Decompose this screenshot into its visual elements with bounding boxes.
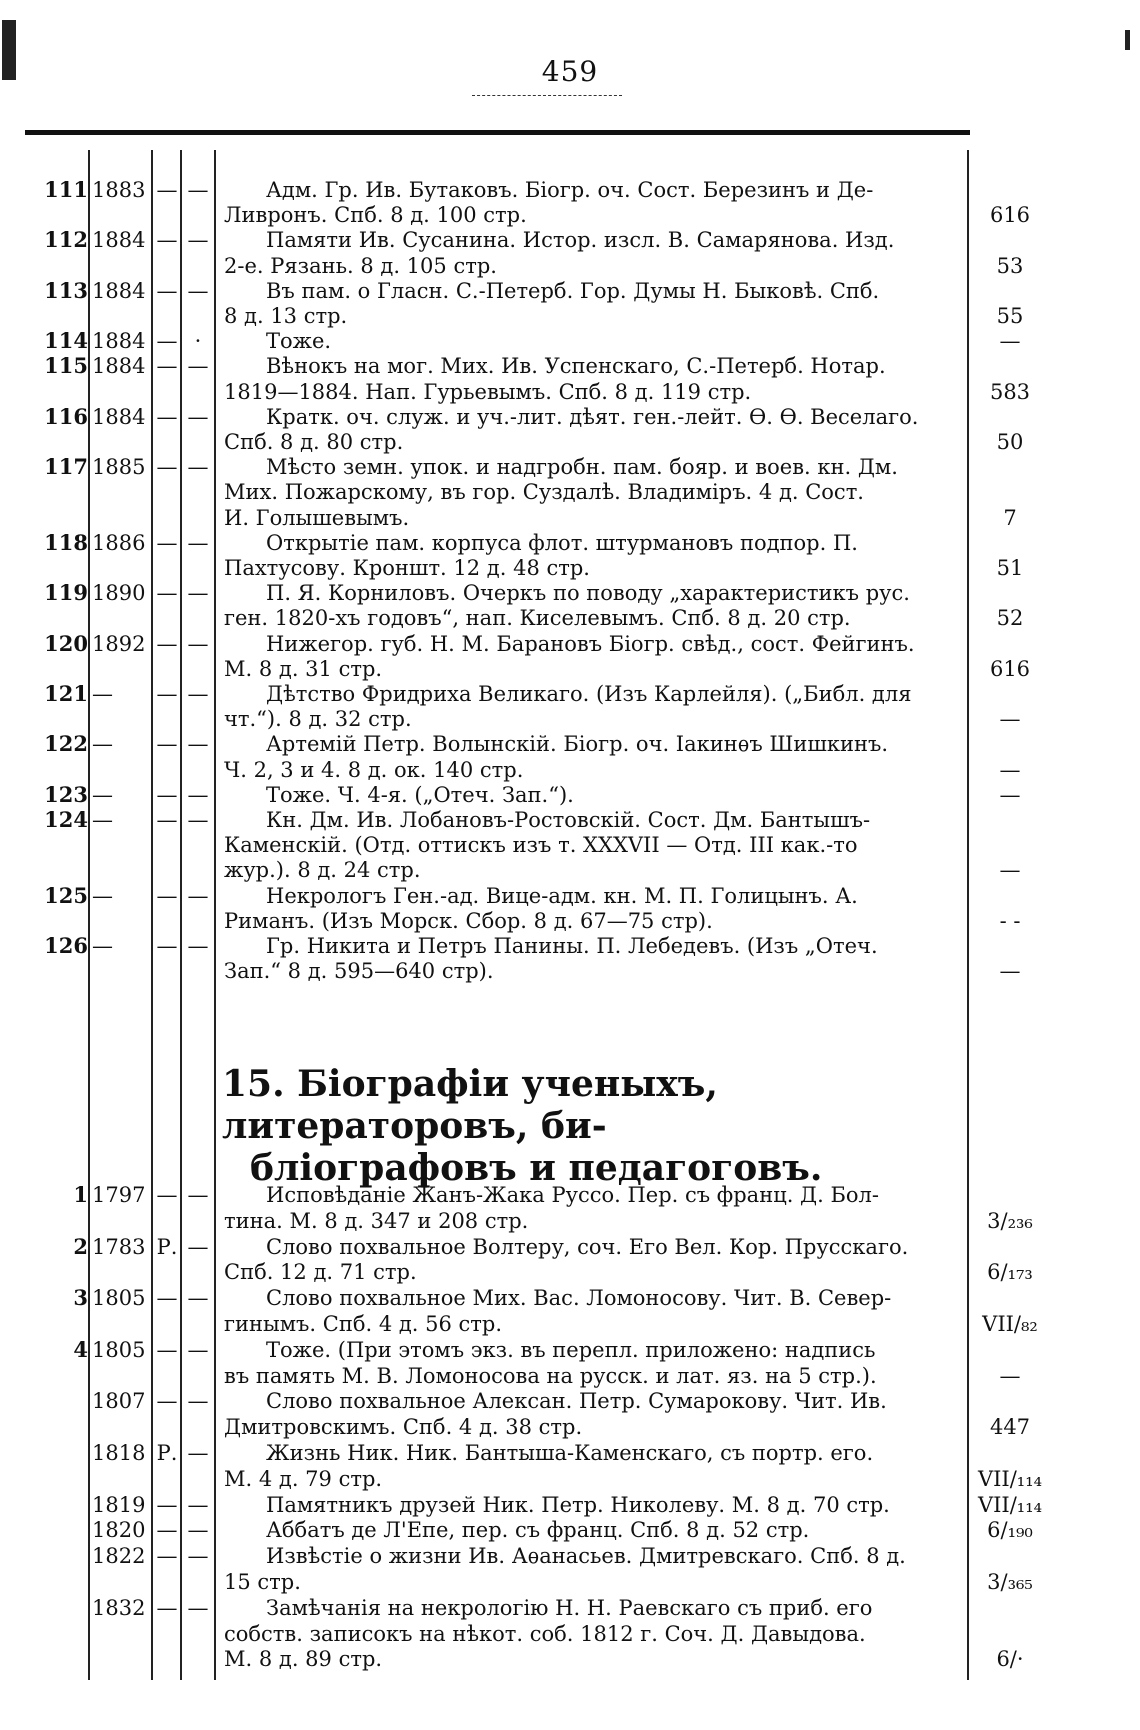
entry-mark-1: — <box>156 329 178 354</box>
entry-year: — <box>92 782 113 807</box>
entry-mark-1: — <box>156 631 178 656</box>
entry-mark-1: — <box>156 581 178 606</box>
entry-mark-1: — <box>156 808 178 832</box>
table-row <box>0 783 1140 808</box>
table-row <box>0 531 1140 581</box>
scan-mark <box>2 20 16 80</box>
entry-catalog-value: 6/₁₇₃ <box>987 1260 1033 1285</box>
page-number-rule <box>472 95 622 96</box>
entry-text-line: Открытіе пам. корпуса флот. штурмановъ подпор. П. <box>266 530 858 555</box>
entry-text-line: Мих. Пожарскому, въ гор. Суздалѣ. Владиміръ. 4 д. Сост. <box>224 480 864 505</box>
entry-catalog-value: - - <box>999 908 1021 933</box>
entry-mark-1: — <box>156 934 178 958</box>
entry-text-line: Кн. Дм. Ив. Лобановъ-Ростовскій. Сост. Дм. Бантышъ- <box>266 808 871 832</box>
entry-number: 118 <box>44 529 88 555</box>
entry-catalog-value: 7 <box>1003 505 1017 530</box>
entry-text-line: Ч. 2, 3 и 4. 8 д. ок. 140 стр. <box>224 757 524 782</box>
entry-year: 1819 <box>92 1492 146 1517</box>
entry-mark-2: — <box>187 682 209 706</box>
table-row <box>0 1441 1140 1493</box>
entry-text-line: Слово похвальное Волтеру, соч. Его Вел. Кор. Прусскаго. <box>266 1234 909 1259</box>
entry-year: 1884 <box>92 354 146 379</box>
entry-text-line: Памяти Ив. Сусанина. Истор. изсл. В. Самарянова. Изд. <box>266 228 895 253</box>
table-row <box>0 1596 1140 1673</box>
entry-year: 1892 <box>92 631 146 656</box>
entry-text-line: Слово похвальное Алексан. Петр. Сумарокову. Чит. Ив. <box>266 1389 887 1414</box>
entry-mark-1: — <box>156 1337 178 1362</box>
entry-mark-1: — <box>156 682 178 706</box>
entry-catalog-value: 53 <box>996 253 1024 278</box>
entry-mark-1: — <box>156 732 178 757</box>
entry-mark-2: — <box>187 278 209 303</box>
entry-mark-1: — <box>156 1286 178 1311</box>
entry-text-line: 2-е. Рязань. 8 д. 105 стр. <box>224 253 497 278</box>
entry-text-line: Въ пам. о Гласн. С.-Петерб. Гор. Думы Н. Быковѣ. Спб. <box>266 278 880 303</box>
table-row <box>0 455 1140 531</box>
table-row <box>0 1286 1140 1338</box>
entry-number: 4 <box>73 1336 88 1362</box>
entry-year: — <box>92 682 113 706</box>
page-number: 459 <box>541 55 599 88</box>
table-row <box>0 1518 1140 1544</box>
entry-catalog-value: 3/₂₃₆ <box>987 1208 1033 1233</box>
table-row <box>0 405 1140 455</box>
entry-number: 123 <box>44 781 88 807</box>
entry-text-line: чт.“). 8 д. 32 стр. <box>224 707 412 732</box>
entry-catalog-value: VII/₈₂ <box>982 1311 1038 1336</box>
entry-mark-2: — <box>187 455 209 480</box>
entry-mark-2: — <box>187 581 209 606</box>
entry-mark-1: — <box>156 782 178 807</box>
entry-text-line: жур.). 8 д. 24 стр. <box>224 858 421 883</box>
entry-year: 1805 <box>92 1337 146 1362</box>
entry-number: 117 <box>44 454 88 480</box>
entry-catalog-value: 3/₃₆₅ <box>987 1569 1033 1594</box>
entry-catalog-value: — <box>999 1363 1021 1388</box>
entry-number: 121 <box>44 681 88 706</box>
entry-text-line: Зап.“ 8 д. 595—640 стр). <box>224 959 494 984</box>
entry-mark-1: — <box>156 1595 178 1620</box>
entry-year: — <box>92 883 113 908</box>
entry-catalog-value: 55 <box>996 303 1024 328</box>
entry-mark-1: — <box>156 883 178 908</box>
entry-mark-2: — <box>187 1183 209 1207</box>
entry-mark-1: — <box>156 1518 178 1543</box>
entry-text-line: 15 стр. <box>224 1569 301 1594</box>
entry-catalog-value: — <box>999 782 1021 807</box>
entry-text-line: И. Голышевымъ. <box>224 505 410 530</box>
entry-text-line: Кратк. оч. служ. и уч.-лит. дѣят. ген.-лейт. Ѳ. Ѳ. Веселаго. <box>266 404 919 429</box>
entry-catalog-value: 616 <box>989 656 1031 681</box>
entry-text-line: Тоже. Ч. 4-я. („Отеч. Зап.“). <box>266 782 574 807</box>
entry-text-line: ген. 1820-хъ годовъ“, нап. Киселевымъ. Спб. 8 д. 20 стр. <box>224 606 851 631</box>
entry-mark-2: — <box>187 1492 209 1517</box>
table-row <box>0 732 1140 782</box>
entry-text-line: Гр. Никита и Петръ Панины. П. Лебедевъ. (Изъ „Отеч. <box>266 934 878 958</box>
entry-number: 3 <box>73 1285 88 1311</box>
entry-text-line: Мѣсто земн. упок. и надгробн. пам. бояр. и воев. кн. Дм. <box>266 455 898 480</box>
entry-year: — <box>92 732 113 757</box>
entry-text-line: Каменскій. (Отд. оттискъ изъ т. XXXVII — Отд. III как.-то <box>224 833 858 858</box>
entry-text-line: Некрологъ Ген.-ад. Вице-адм. кн. М. П. Голицынъ. А. <box>266 883 858 908</box>
scan-mark <box>1125 30 1130 50</box>
entry-mark-2: — <box>187 1518 209 1543</box>
entry-mark-1: — <box>156 530 178 555</box>
entry-catalog-value: 51 <box>996 555 1024 580</box>
entry-mark-1: — <box>156 1492 178 1517</box>
entry-mark-2: — <box>187 732 209 757</box>
entry-text-line: Дѣтство Фридриха Великаго. (Изъ Карлейля). („Библ. для <box>266 682 912 706</box>
entry-text-line: Извѣстіе о жизни Ив. Аѳанасьев. Дмитревскаго. Спб. 8 д. <box>266 1544 906 1569</box>
entry-text-line: Слово похвальное Мих. Вас. Ломоносову. Чит. В. Север- <box>266 1286 892 1311</box>
entry-number: 111 <box>44 177 88 202</box>
entry-mark-2: — <box>187 1234 209 1259</box>
entry-number: 122 <box>44 731 88 757</box>
entry-text-line: тина. М. 8 д. 347 и 208 стр. <box>224 1208 529 1233</box>
table-row <box>0 354 1140 404</box>
entry-text-line: Вѣнокъ на мог. Мих. Ив. Успенскаго, С.-Петерб. Нотар. <box>266 354 886 379</box>
entry-year: 1832 <box>92 1595 146 1620</box>
table-row <box>0 632 1140 682</box>
entry-catalog-value: — <box>999 707 1021 732</box>
table-row <box>0 279 1140 329</box>
entry-mark-1: — <box>156 455 178 480</box>
entry-catalog-value: — <box>999 329 1021 354</box>
entry-year: 1818 <box>92 1441 146 1465</box>
table-row <box>0 1183 1140 1235</box>
entry-text-line: Аббатъ де Л'Епе, пер. съ франц. Спб. 8 д. 52 стр. <box>266 1518 810 1543</box>
entry-mark-2: — <box>187 782 209 807</box>
entry-year: 1805 <box>92 1286 146 1311</box>
entry-text-line: П. Я. Корниловъ. Очеркъ по поводу „характеристикъ рус. <box>266 581 910 606</box>
table-row <box>0 1235 1140 1287</box>
table-row <box>0 884 1140 934</box>
entry-mark-1: — <box>156 354 178 379</box>
table-row <box>0 934 1140 984</box>
entry-mark-1: — <box>156 228 178 253</box>
entry-text-line: Дмитровскимъ. Спб. 4 д. 38 стр. <box>224 1415 583 1440</box>
entry-text-line: М. 8 д. 31 стр. <box>224 656 383 681</box>
entry-mark-2: — <box>187 1389 209 1414</box>
section-15-heading <box>222 1063 972 1189</box>
table-row <box>0 682 1140 732</box>
table-row <box>0 1544 1140 1596</box>
entry-text-line: 1819—1884. Нап. Гурьевымъ. Спб. 8 д. 119 стр. <box>224 379 752 404</box>
entry-catalog-value: 50 <box>996 429 1024 454</box>
entry-catalog-value: 616 <box>989 203 1031 228</box>
entry-text-line: Артемій Петр. Волынскій. Біогр. оч. Іакинѳъ Шишкинъ. <box>266 732 889 757</box>
entry-mark-1: — <box>156 1183 178 1207</box>
entry-year: 1884 <box>92 329 146 354</box>
table-top-rule <box>25 130 970 135</box>
entry-year: 1822 <box>92 1544 146 1569</box>
entry-number: 125 <box>44 882 88 908</box>
entry-mark-2: — <box>187 1337 209 1362</box>
entry-number: 115 <box>44 353 88 379</box>
entry-mark-2: — <box>187 934 209 958</box>
entry-number: 113 <box>44 277 88 303</box>
entry-year: 1884 <box>92 404 146 429</box>
entry-mark-1: — <box>156 1389 178 1414</box>
entry-catalog-value: — <box>999 757 1021 782</box>
entry-number: 119 <box>44 580 88 606</box>
entry-mark-2: — <box>187 1286 209 1311</box>
entry-mark-1: — <box>156 178 178 202</box>
entry-year: 1890 <box>92 581 146 606</box>
entry-text-line: Адм. Гр. Ив. Бутаковъ. Біогр. оч. Сост. Березинъ и Де- <box>266 178 874 202</box>
entry-year: 1884 <box>92 228 146 253</box>
entry-text-line: М. 4 д. 79 стр. <box>224 1466 383 1491</box>
entry-number: 1 <box>73 1182 88 1207</box>
entry-catalog-value: — <box>999 858 1021 883</box>
entry-mark-2: — <box>187 631 209 656</box>
entry-number: 124 <box>44 807 88 832</box>
entry-year: 1883 <box>92 178 146 202</box>
table-row <box>0 228 1140 278</box>
entry-mark-2: — <box>187 178 209 202</box>
entry-text-line: М. 8 д. 89 стр. <box>224 1647 383 1672</box>
entry-number: 112 <box>44 227 88 253</box>
entry-catalog-value: — <box>999 959 1021 984</box>
entry-text-line: Памятникъ друзей Ник. Петр. Николеву. М. 8 д. 70 стр. <box>266 1492 890 1517</box>
entry-year: — <box>92 934 113 958</box>
table-row <box>0 178 1140 228</box>
entry-text-line: Спб. 12 д. 71 стр. <box>224 1260 417 1285</box>
entry-year: 1807 <box>92 1389 146 1414</box>
entry-text-line: Ливронъ. Спб. 8 д. 100 стр. <box>224 203 527 228</box>
entry-year: 1886 <box>92 530 146 555</box>
entry-text-line: Тоже. (При этомъ экз. въ перепл. приложено: надпись <box>266 1337 876 1362</box>
entry-text-line: собств. записокъ на нѣкот. соб. 1812 г. Соч. Д. Давыдова. <box>224 1621 866 1646</box>
entry-year: 1820 <box>92 1518 146 1543</box>
entry-text-line: 8 д. 13 стр. <box>224 303 348 328</box>
entry-text-line: въ память М. В. Ломоносова на русск. и лат. яз. на 5 стр.). <box>224 1363 877 1388</box>
entry-number: 114 <box>44 328 88 354</box>
entry-text-line: гинымъ. Спб. 4 д. 56 стр. <box>224 1311 503 1336</box>
entry-mark-2: — <box>187 354 209 379</box>
entry-text-line: Жизнь Ник. Ник. Бантыша-Каменскаго, съ портр. его. <box>266 1441 874 1465</box>
table-row <box>0 1493 1140 1519</box>
entry-mark-2: · <box>194 329 202 354</box>
table-row <box>0 329 1140 354</box>
entry-number: 116 <box>44 403 88 429</box>
entry-mark-2: — <box>187 404 209 429</box>
entry-catalog-value: 6/· <box>996 1647 1024 1672</box>
entry-catalog-value: 6/₁₉₀ <box>987 1518 1033 1543</box>
entry-year: 1797 <box>92 1183 146 1207</box>
entry-year: 1783 <box>92 1234 146 1259</box>
entry-catalog-value: 52 <box>996 606 1024 631</box>
entry-mark-1: Р. <box>156 1234 178 1259</box>
entry-text-line: Исповѣданіе Жанъ-Жака Руссо. Пер. съ франц. Д. Бол- <box>266 1183 879 1207</box>
entry-text-line: Тоже. <box>266 329 332 354</box>
entry-number: 126 <box>44 933 88 958</box>
entry-text-line: Нижегор. губ. Н. М. Барановъ Біогр. свѣд., сост. Фейгинъ. <box>266 631 915 656</box>
entry-year: — <box>92 808 113 832</box>
entry-mark-1: — <box>156 404 178 429</box>
entry-catalog-value: 447 <box>989 1415 1031 1440</box>
entry-text-line: Спб. 8 д. 80 стр. <box>224 429 404 454</box>
entry-text-line: Риманъ. (Изъ Морск. Сбор. 8 д. 67—75 стр). <box>224 908 713 933</box>
entry-catalog-value: 583 <box>989 379 1031 404</box>
entry-catalog-value: VII/₁₁₄ <box>977 1492 1043 1517</box>
table-row <box>0 1338 1140 1390</box>
entry-mark-1: — <box>156 278 178 303</box>
entry-mark-2: — <box>187 883 209 908</box>
entry-text-line: Пахтусову. Кроншт. 12 д. 48 стр. <box>224 555 590 580</box>
entry-year: 1885 <box>92 455 146 480</box>
entry-year: 1884 <box>92 278 146 303</box>
entry-mark-2: — <box>187 1595 209 1620</box>
entry-mark-1: Р. <box>156 1441 178 1465</box>
entry-mark-2: — <box>187 530 209 555</box>
entry-mark-2: — <box>187 228 209 253</box>
entry-catalog-value: VII/₁₁₄ <box>977 1466 1043 1491</box>
entry-text-line: Замѣчанія на некрологію Н. Н. Раевскаго съ приб. его <box>266 1595 873 1620</box>
section-title-line1: 15. Біографіи ученыхъ, литераторовъ, би- <box>222 1063 718 1147</box>
entry-mark-1: — <box>156 1544 178 1569</box>
table-row <box>0 1389 1140 1441</box>
entry-number: 2 <box>73 1233 88 1259</box>
table-row <box>0 581 1140 631</box>
entry-mark-2: — <box>187 1544 209 1569</box>
section-title-line2: бліографовъ и педагоговъ. <box>250 1147 823 1189</box>
entry-mark-2: — <box>187 1441 209 1465</box>
entry-mark-2: — <box>187 808 209 832</box>
table-row <box>0 808 1140 884</box>
entry-number: 120 <box>44 630 88 656</box>
